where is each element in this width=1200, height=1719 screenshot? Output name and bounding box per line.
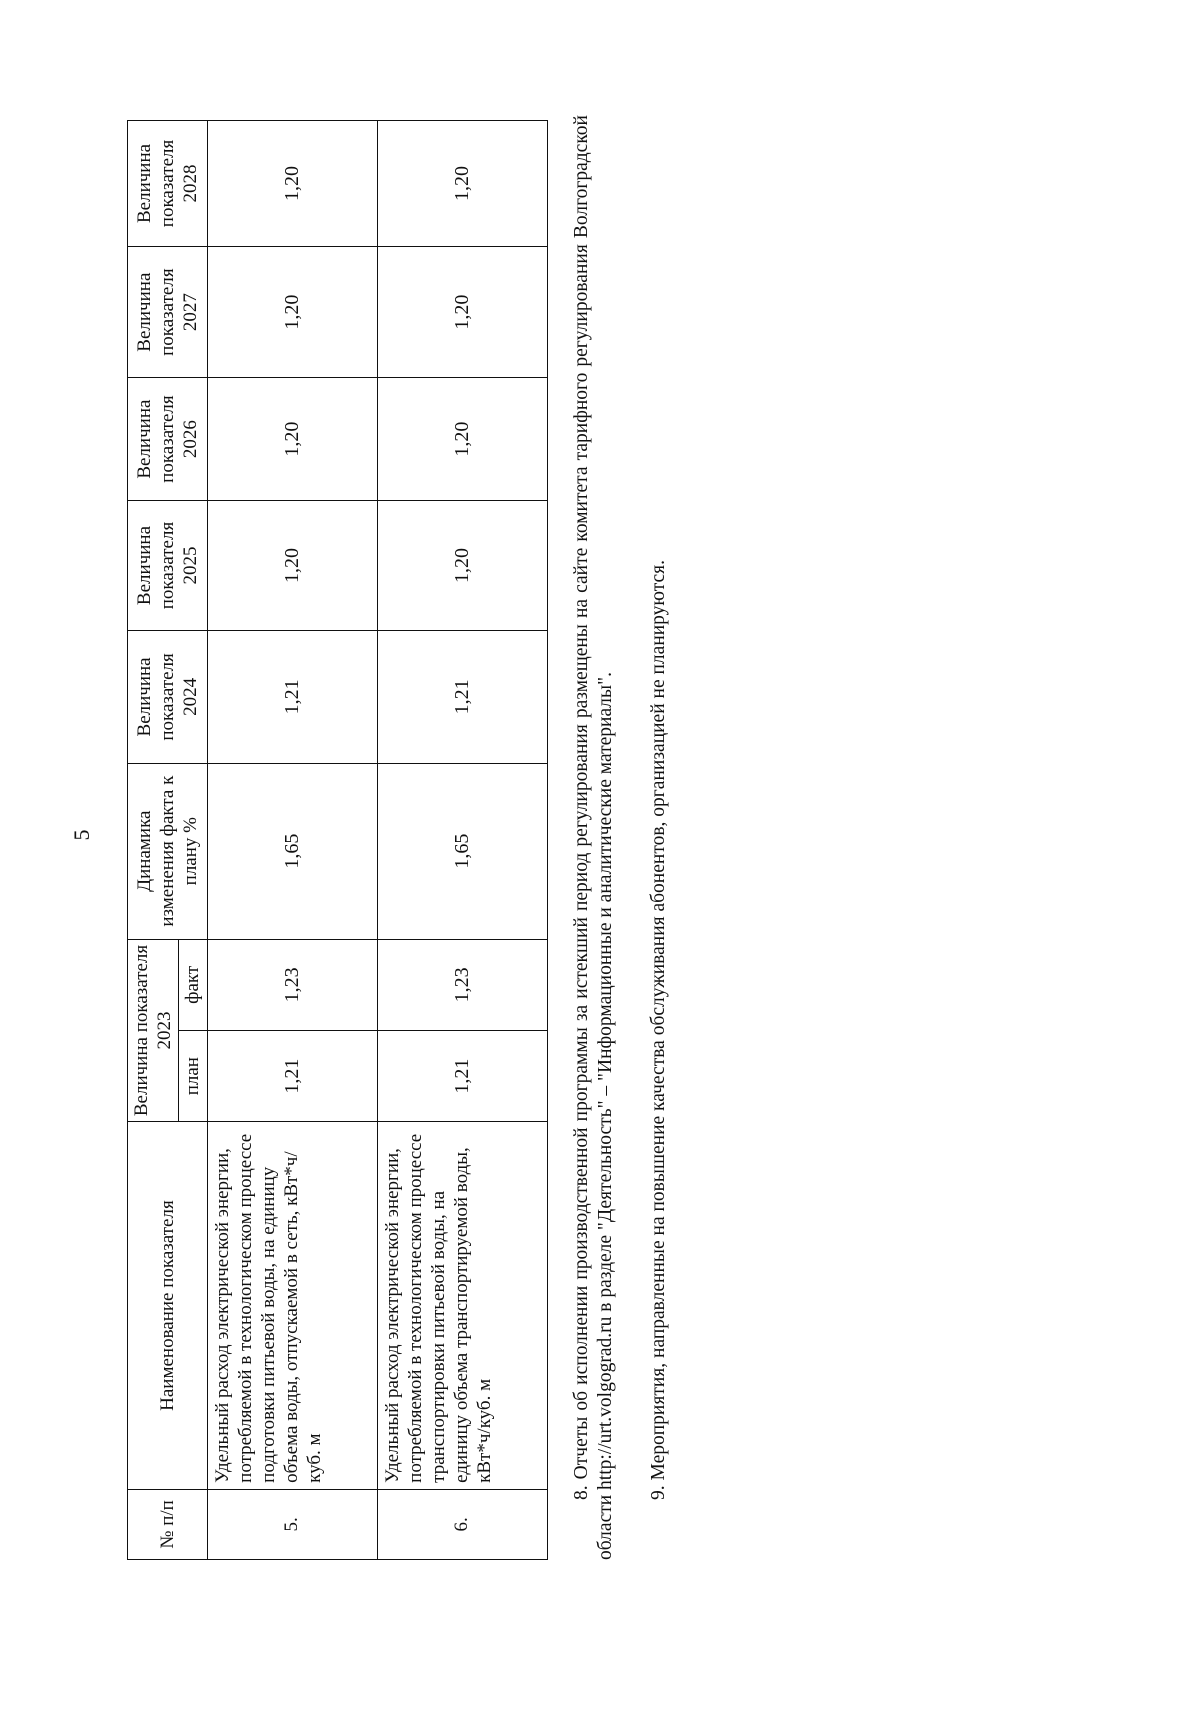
table-row — [207, 121, 377, 1560]
row-num: 6. — [377, 1489, 547, 1559]
header-value-2027: Величина показателя 2027 — [128, 246, 208, 377]
row-value-2028: 1,20 — [377, 121, 547, 247]
indicators-table — [127, 120, 548, 1560]
row-dynamics: 1,65 — [377, 763, 547, 939]
rotated-content — [127, 115, 717, 1560]
row-value-2025: 1,20 — [207, 500, 377, 630]
paragraph-measures: 9. Мероприятия, направленные на повышение качества обслуживания абонентов, организацией не планируются. — [648, 560, 670, 1500]
row-value-2027: 1,20 — [207, 246, 377, 377]
row-fact: 1,23 — [207, 939, 377, 1030]
header-name: Наименование показателя — [128, 1122, 208, 1490]
header-value-2026: Величина показателя 2026 — [128, 378, 208, 501]
header-value-2024: Величина показателя 2024 — [128, 631, 208, 764]
header-dynamics: Динамика изменения факта к плану % — [128, 763, 208, 939]
row-value-2024: 1,21 — [377, 631, 547, 764]
header-value-2025: Величина показателя 2025 — [128, 500, 208, 630]
page-number: 5 — [69, 829, 94, 841]
row-num: 5. — [207, 1489, 377, 1559]
row-plan: 1,21 — [377, 1030, 547, 1121]
row-value-2024: 1,21 — [207, 631, 377, 764]
header-num: № п/п — [128, 1489, 208, 1559]
row-value-2026: 1,20 — [377, 378, 547, 501]
header-plan: план — [179, 1030, 207, 1121]
row-dynamics: 1,65 — [207, 763, 377, 939]
table-row — [377, 121, 547, 1560]
row-plan: 1,21 — [207, 1030, 377, 1121]
row-value-2025: 1,20 — [377, 500, 547, 630]
row-value-2026: 1,20 — [207, 378, 377, 501]
table-header-row — [128, 121, 179, 1560]
row-value-2027: 1,20 — [377, 246, 547, 377]
paragraph-reports: 8. Отчеты об исполнении производственной программы за истекший период регулирования размещены на сайте комитета тарифного регулирования Волгоградской области http://urt.volgograd.ru в разделе "Деятельность" – "Информационные и аналитические материалы". — [570, 115, 617, 1560]
header-value-2028: Величина показателя 2028 — [128, 121, 208, 247]
header-fact: факт — [179, 939, 207, 1030]
row-name: Удельный расход электрической энергии, потребляемой в технологическом процессе подготовки питьевой воды, на единицу объема воды, отпускаемой в сеть, кВт*ч/куб. м — [207, 1122, 377, 1490]
header-value-2023: Величина показателя 2023 — [128, 939, 179, 1122]
row-fact: 1,23 — [377, 939, 547, 1030]
row-name: Удельный расход электрической энергии, потребляемой в технологическом процессе транспортировки питьевой воды, на единицу объема транспортируемой воды, кВт*ч/куб. м — [377, 1122, 547, 1490]
row-value-2028: 1,20 — [207, 121, 377, 247]
